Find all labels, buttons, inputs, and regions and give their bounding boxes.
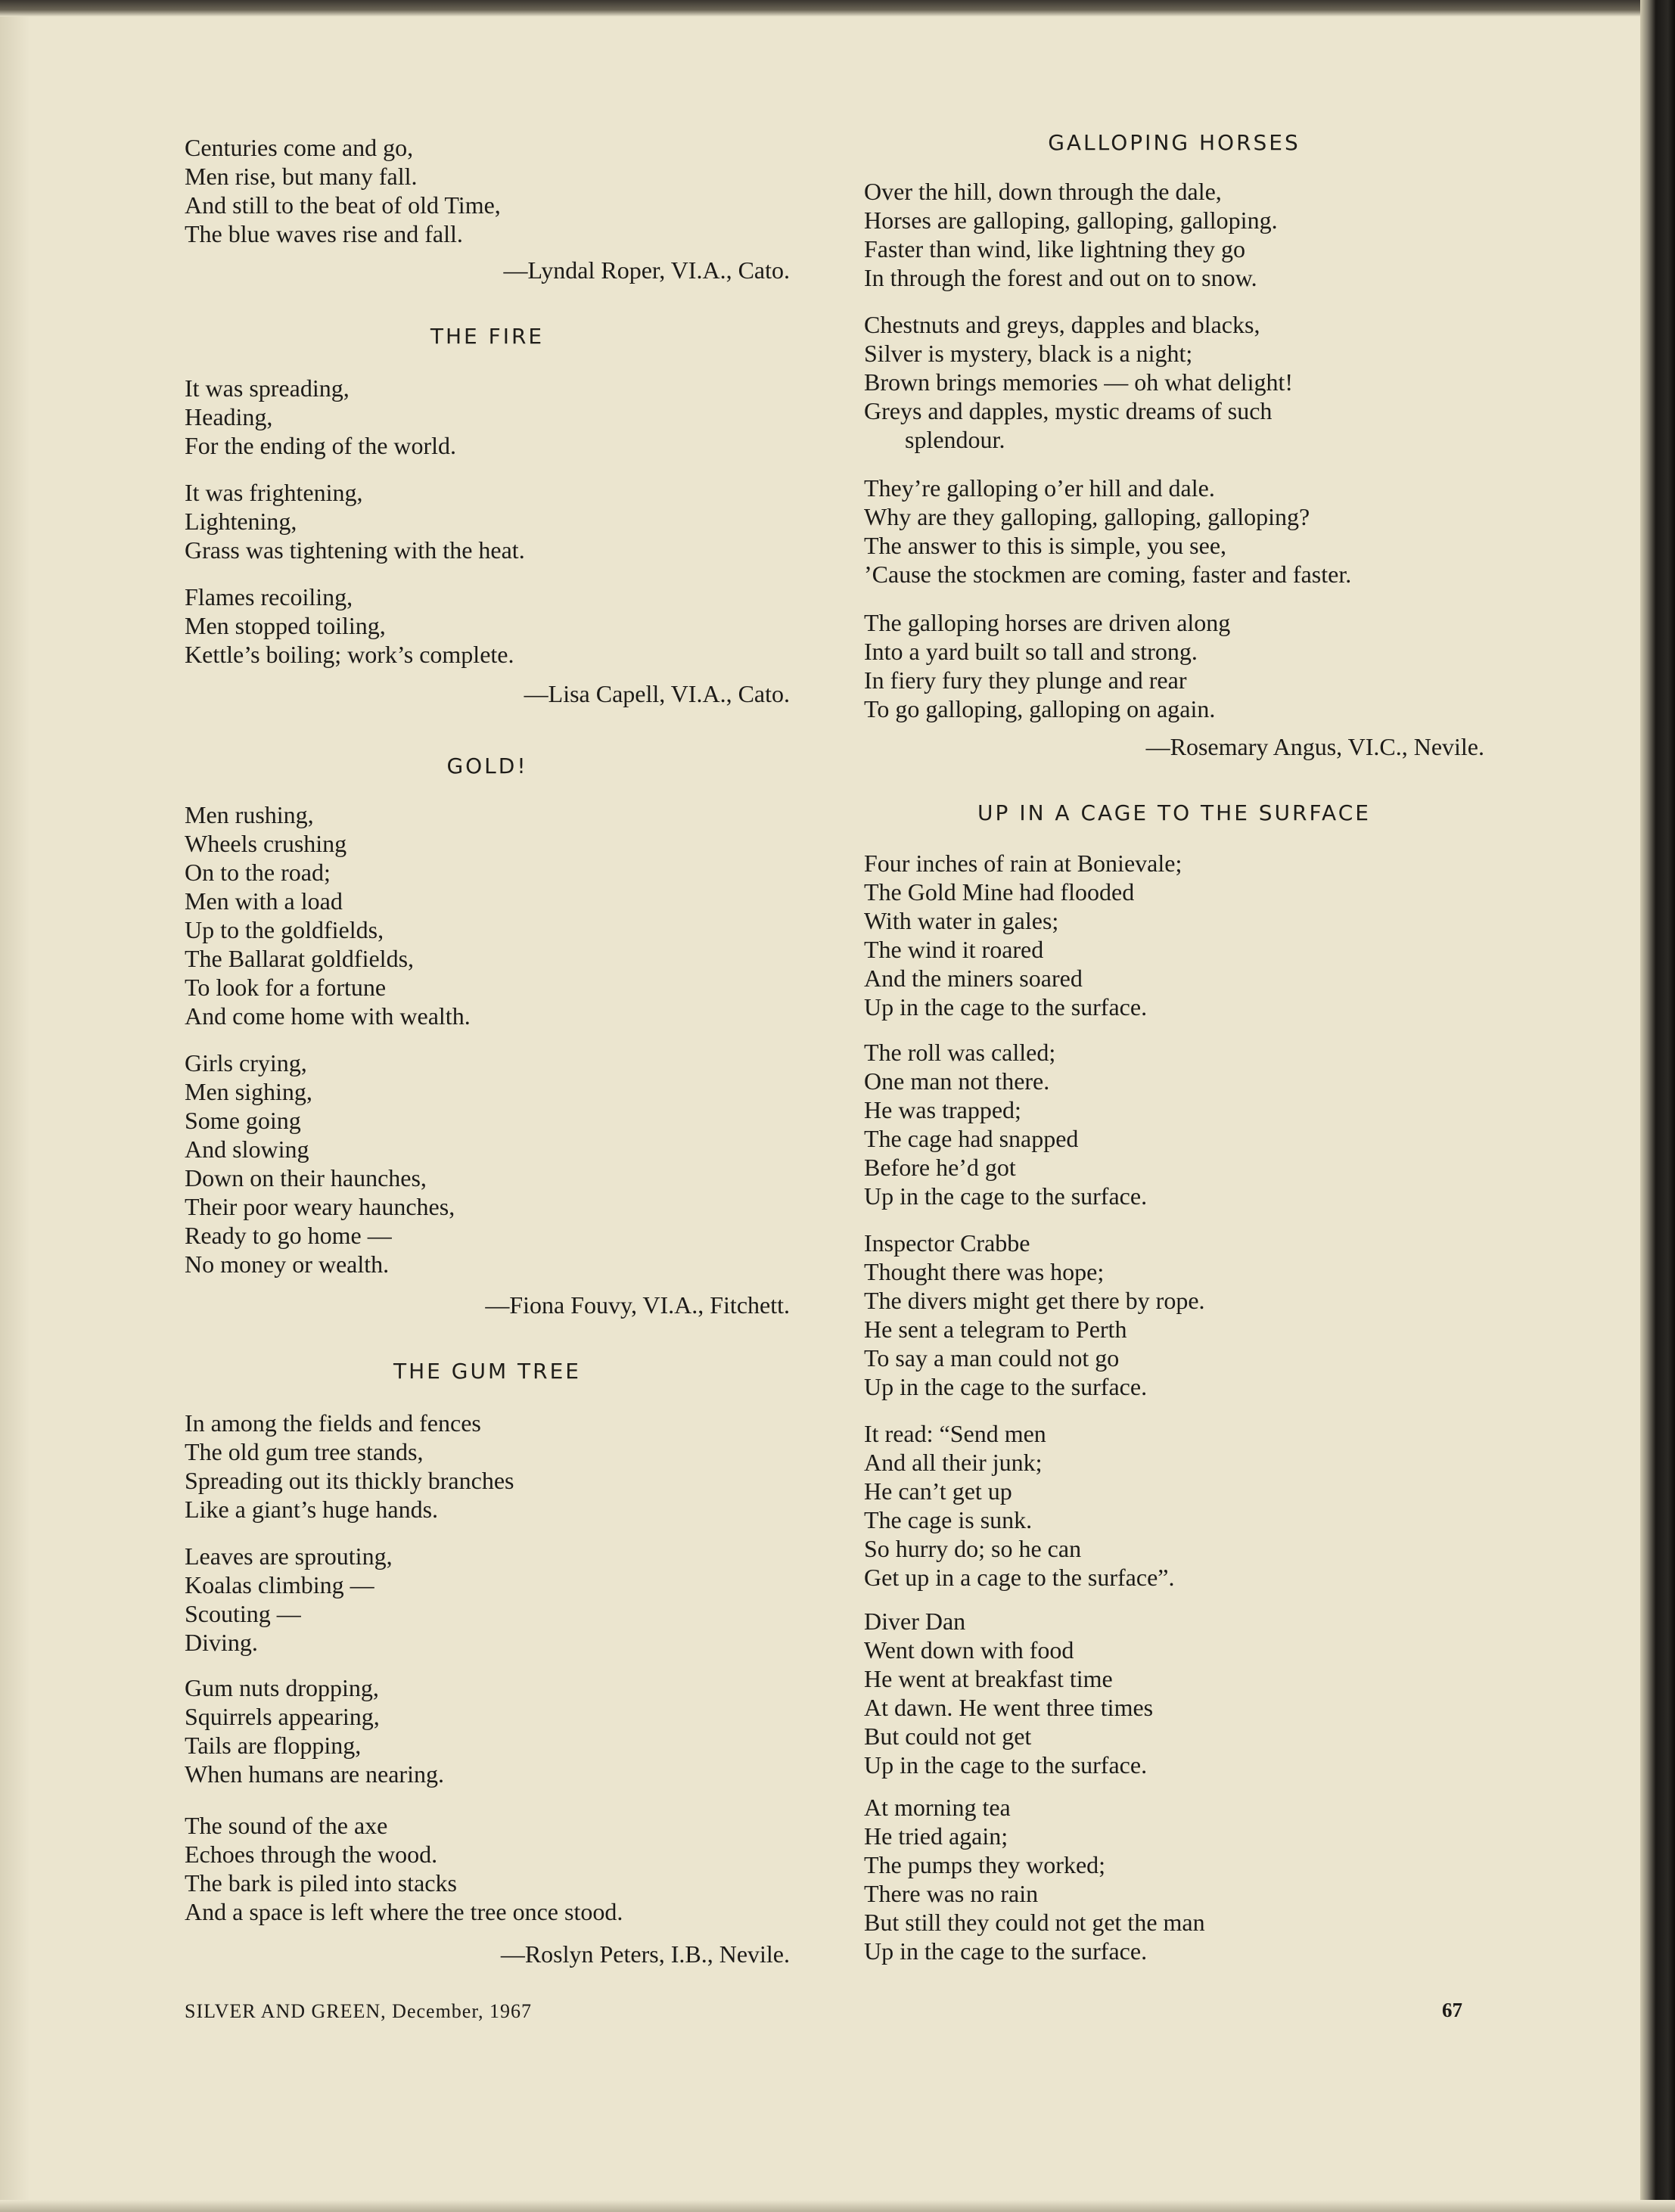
poem-line: The sound of the axe: [185, 1812, 388, 1839]
poem-line: He can’t get up: [864, 1477, 1012, 1505]
poem-line: Like a giant’s huge hands.: [185, 1496, 439, 1523]
poem-line: Brown brings memories — oh what delight!: [864, 368, 1294, 396]
poem-line: Girls crying,: [185, 1049, 307, 1076]
poem-line: Chestnuts and greys, dapples and blacks,: [864, 311, 1260, 338]
poem-stanza: [185, 1811, 623, 1926]
poem-line: Ready to go home —: [185, 1222, 392, 1249]
poem-line: Inspector Crabbe: [864, 1229, 1030, 1257]
poem-stanza: [185, 1542, 393, 1657]
poem-stanza: [864, 1419, 1174, 1592]
page-number: 67: [1442, 1999, 1462, 2021]
poem-line: The cage had snapped: [864, 1125, 1079, 1152]
page-top-edge: [0, 0, 1675, 17]
poem-stanza: [864, 1229, 1205, 1401]
poem-line: Silver is mystery, black is a night;: [864, 340, 1193, 367]
poem-line: For the ending of the world.: [185, 432, 457, 459]
poem-line: The galloping horses are driven along: [864, 609, 1231, 636]
poem-line: Their poor weary haunches,: [185, 1193, 455, 1220]
poem-attribution: —Lyndal Roper, VI.A., Cato.: [503, 256, 790, 284]
poem-line: Diving.: [185, 1629, 258, 1656]
poem-stanza: [864, 1607, 1153, 1779]
poem-line: Went down with food: [864, 1636, 1074, 1664]
page-bottom-edge: [0, 2200, 1675, 2212]
poem-line: Up to the goldfields,: [185, 916, 384, 943]
poem-attribution: —Roslyn Peters, I.B., Nevile.: [500, 1940, 790, 1968]
poem-line: Men with a load: [185, 887, 343, 915]
poem-line: Into a yard built so tall and strong.: [864, 638, 1198, 665]
poem-line: Over the hill, down through the dale,: [864, 178, 1222, 205]
poem-line: With water in gales;: [864, 907, 1059, 934]
poem-line: Echoes through the wood.: [185, 1841, 438, 1868]
poem-line: Grass was tightening with the heat.: [185, 536, 525, 564]
poem-stanza: [864, 849, 1182, 1021]
poem-line: Men sighing,: [185, 1078, 312, 1105]
poem-line: No money or wealth.: [185, 1250, 390, 1278]
poem-line: Thought there was hope;: [864, 1258, 1105, 1285]
poem-line: Four inches of rain at Bonievale;: [864, 850, 1182, 877]
poem-line: To go galloping, galloping on again.: [864, 695, 1216, 722]
poem-line: The pumps they worked;: [864, 1851, 1106, 1878]
poem-line: And the miners soared: [864, 965, 1083, 992]
poem-line: And all their junk;: [864, 1449, 1043, 1476]
poem-line: Faster than wind, like lightning they go: [864, 235, 1245, 263]
poem-line: Tails are flopping,: [185, 1732, 362, 1759]
poem-line: It was frightening,: [185, 479, 363, 506]
poem-line: Men stopped toiling,: [185, 612, 386, 639]
poem-title: GOLD!: [446, 753, 528, 778]
publication-footer: SILVER AND GREEN, December, 1967: [185, 2000, 532, 2022]
poem-line: Some going: [185, 1107, 301, 1134]
poem-attribution: —Rosemary Angus, VI.C., Nevile.: [1145, 733, 1484, 760]
poem-line: And a space is left where the tree once stood.: [185, 1898, 623, 1925]
poem-line: It was spreading,: [185, 374, 350, 402]
poem-stanza: [185, 374, 456, 460]
poem-line: Wheels crushing: [185, 830, 347, 857]
poem-line: When humans are nearing.: [185, 1760, 444, 1788]
poem-line: Men rise, but many fall.: [185, 163, 418, 190]
poem-line: Up in the cage to the surface.: [864, 1937, 1148, 1965]
poem-line: The cage is sunk.: [864, 1506, 1033, 1533]
poem-stanza: [864, 1038, 1147, 1210]
poem-line: The divers might get there by rope.: [864, 1287, 1205, 1314]
poem-line: The Ballarat goldfields,: [185, 945, 415, 972]
poem-line: Horses are galloping, galloping, galloping.: [864, 207, 1278, 234]
page-shadow-left: [0, 0, 30, 2212]
poem-line: Greys and dapples, mystic dreams of such: [864, 397, 1273, 424]
poem-line: Before he’d got: [864, 1154, 1016, 1181]
poem-line: Up in the cage to the surface.: [864, 1751, 1148, 1779]
poem-stanza: [864, 310, 1293, 454]
poem-title: UP IN A CAGE TO THE SURFACE: [977, 800, 1371, 825]
poem-title: GALLOPING HORSES: [1048, 130, 1301, 155]
book-spine: [1640, 0, 1675, 2212]
poem-attribution: —Lisa Capell, VI.A., Cato.: [524, 680, 790, 707]
poem-line: In fiery fury they plunge and rear: [864, 666, 1187, 694]
poem-line: Lightening,: [185, 508, 297, 535]
poem-line: Scouting —: [185, 1600, 301, 1627]
poem-title: THE GUM TREE: [393, 1359, 581, 1384]
poem-line: Up in the cage to the surface.: [864, 993, 1148, 1021]
poem-line: And come home with wealth.: [185, 1002, 471, 1030]
poem-stanza: [864, 474, 1351, 589]
poem-line: He tried again;: [864, 1822, 1008, 1850]
poem-stanza: [864, 177, 1278, 292]
poem-stanza: [864, 1793, 1205, 1965]
poem-line: But could not get: [864, 1723, 1032, 1750]
poem-line: The wind it roared: [864, 936, 1044, 963]
poem-line: The answer to this is simple, you see,: [864, 532, 1227, 559]
poem-line: So hurry do; so he can: [864, 1535, 1082, 1562]
poem-line: Centuries come and go,: [185, 134, 414, 161]
poem-line: Up in the cage to the surface.: [864, 1373, 1148, 1400]
poem-line: Heading,: [185, 403, 273, 430]
poem-line: One man not there.: [864, 1067, 1050, 1095]
poem-line: To look for a fortune: [185, 974, 387, 1001]
poem-stanza: [185, 583, 514, 669]
poem-line: Koalas climbing —: [185, 1571, 374, 1598]
poem-line: Diver Dan: [864, 1608, 966, 1635]
poem-line: He went at breakfast time: [864, 1665, 1113, 1692]
poem-line: The roll was called;: [864, 1039, 1056, 1066]
poem-line: The blue waves rise and fall.: [185, 220, 463, 247]
poem-line: He was trapped;: [864, 1096, 1021, 1123]
poem-line: And still to the beat of old Time,: [185, 191, 501, 219]
poem-line: ’Cause the stockmen are coming, faster and faster.: [864, 561, 1352, 588]
poem-line: And slowing: [185, 1136, 309, 1163]
poem-line: Men rushing,: [185, 801, 314, 828]
poem-line: Why are they galloping, galloping, galloping?: [864, 503, 1310, 530]
poem-line: Leaves are sprouting,: [185, 1542, 393, 1570]
poem-line: Get up in a cage to the surface”.: [864, 1564, 1175, 1591]
poem-stanza: [185, 478, 525, 564]
poem-line: Squirrels appearing,: [185, 1703, 380, 1730]
poem-line: Up in the cage to the surface.: [864, 1182, 1148, 1210]
poem-line: The bark is piled into stacks: [185, 1869, 457, 1897]
poem-line: The old gum tree stands,: [185, 1438, 424, 1465]
poem-line: He sent a telegram to Perth: [864, 1316, 1127, 1343]
poem-line: splendour.: [905, 426, 1005, 453]
poem-line: In among the fields and fences: [185, 1409, 481, 1437]
poem-stanza: [185, 133, 501, 248]
poem-line: But still they could not get the man: [864, 1909, 1205, 1936]
poem-line: Kettle’s boiling; work’s complete.: [185, 641, 514, 668]
poem-line: At dawn. He went three times: [864, 1694, 1154, 1721]
poem-line: At morning tea: [864, 1794, 1011, 1821]
poem-line: They’re galloping o’er hill and dale.: [864, 474, 1215, 502]
poem-stanza: [185, 1409, 514, 1524]
poem-stanza: [185, 1673, 444, 1788]
poem-title: THE FIRE: [430, 324, 545, 349]
poem-line: Flames recoiling,: [185, 583, 353, 610]
poem-line: The Gold Mine had flooded: [864, 878, 1135, 906]
poem-stanza: [185, 800, 471, 1030]
poem-attribution: —Fiona Fouvy, VI.A., Fitchett.: [485, 1291, 790, 1319]
poem-stanza: [185, 1049, 455, 1278]
poem-line: On to the road;: [185, 859, 331, 886]
poem-stanza: [864, 608, 1230, 723]
poem-line: In through the forest and out on to snow.: [864, 264, 1257, 291]
poem-line: Gum nuts dropping,: [185, 1674, 379, 1701]
poem-line: There was no rain: [864, 1880, 1039, 1907]
poem-line: It read: “Send men: [864, 1420, 1046, 1447]
poem-line: Spreading out its thickly branches: [185, 1467, 514, 1494]
poem-line: Down on their haunches,: [185, 1164, 427, 1191]
poem-line: To say a man could not go: [864, 1344, 1120, 1372]
